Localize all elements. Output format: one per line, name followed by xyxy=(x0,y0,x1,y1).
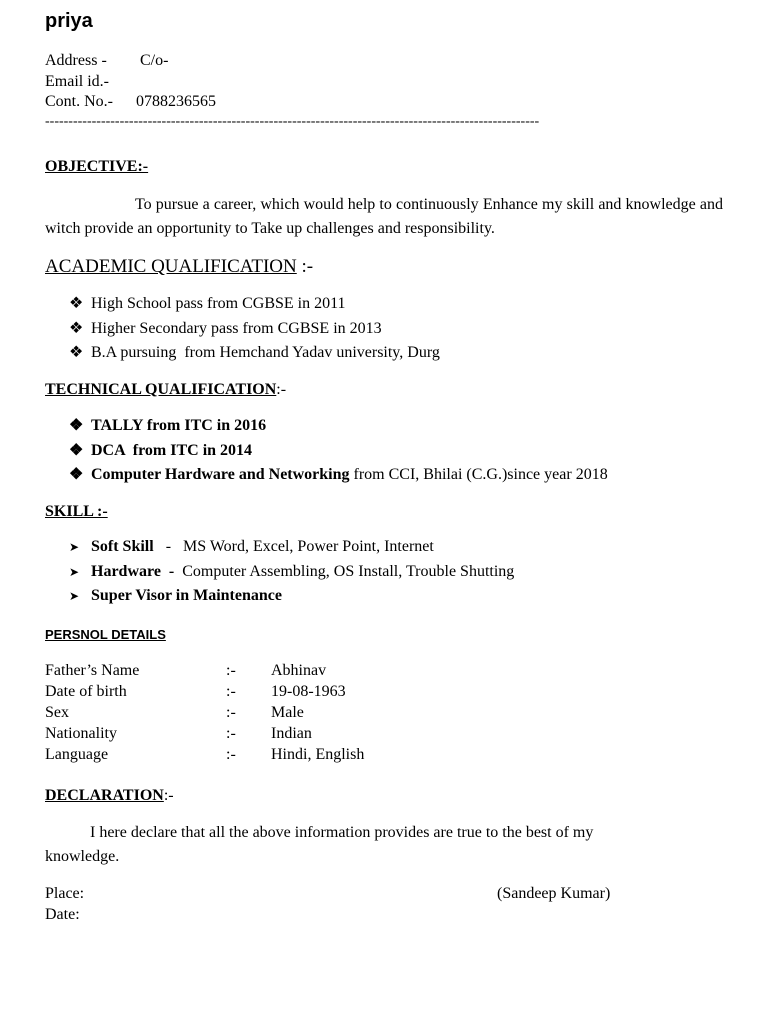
declaration-text: I here declare that all the above information provides are true to the best of my knowledge. xyxy=(45,824,594,865)
address-value: C/o- xyxy=(140,52,169,69)
list-item xyxy=(45,535,514,560)
list-item xyxy=(45,341,440,366)
technical-heading-suffix: :- xyxy=(276,381,287,398)
skill-item-1-sep: - xyxy=(153,538,184,555)
objective-text: To pursue a career, which would help to continuously Enhance my skill and knowledge and witch provide an opportunity to Take up challenges and responsibility. xyxy=(45,196,723,237)
language-value: Hindi, English xyxy=(271,746,365,763)
academic-item-2: Higher Secondary pass from CGBSE in 2013 xyxy=(91,319,382,337)
academic-heading-text: ACADEMIC QUALIFICATION xyxy=(45,256,297,277)
language-label: Language xyxy=(45,746,109,763)
list-item xyxy=(45,584,514,609)
academic-heading xyxy=(45,257,313,276)
declaration-heading xyxy=(45,788,174,804)
academic-list xyxy=(45,292,440,366)
colon: :- xyxy=(226,704,236,721)
diamond-bullet-icon: ❖ xyxy=(69,344,84,361)
contact-label: Cont. No.- xyxy=(45,93,113,110)
colon: :- xyxy=(226,746,236,763)
colon: :- xyxy=(226,662,236,679)
colon: :- xyxy=(226,683,236,700)
academic-item-1: High School pass from CGBSE in 2011 xyxy=(91,295,346,312)
list-item xyxy=(45,463,608,488)
address-label: Address - xyxy=(45,52,107,69)
list-item xyxy=(45,560,514,585)
list-item xyxy=(45,439,608,464)
skill-item-3-label: Super Visor in Maintenance xyxy=(91,587,282,604)
arrow-bullet-icon: ➤ xyxy=(69,589,80,603)
nationality-value: Indian xyxy=(271,725,312,742)
diamond-bullet-icon: ❖ xyxy=(69,466,84,483)
candidate-name: priya xyxy=(45,10,93,32)
skill-item-1-value: MS Word, Excel, Power Point, Internet xyxy=(183,538,434,555)
skill-list xyxy=(45,535,514,609)
skill-item-2-label: Hardware - xyxy=(91,562,175,580)
technical-item-3-rest: from CCI, Bhilai (C.G.)since year 2018 xyxy=(349,466,608,483)
diamond-bullet-icon: ❖ xyxy=(69,319,84,337)
nationality-label: Nationality xyxy=(45,725,117,742)
technical-item-3-bold: Computer Hardware and Networking xyxy=(91,466,350,483)
objective-heading: OBJECTIVE:- xyxy=(45,158,149,175)
email-label: Email id.- xyxy=(45,73,109,90)
dob-value: 19-08-1963 xyxy=(271,683,346,700)
place-label: Place: xyxy=(45,885,85,902)
list-item xyxy=(45,292,440,317)
academic-item-3: B.A pursuing from Hemchand Yadav university, Durg xyxy=(91,344,440,361)
technical-item-2: DCA from ITC in 2014 xyxy=(91,441,253,459)
academic-heading-suffix: :- xyxy=(296,256,314,277)
contact-value: 0788236565 xyxy=(136,93,216,110)
header-divider: ---------------------------------------------------------------------------------------------------------- xyxy=(45,114,540,129)
skill-heading: SKILL :- xyxy=(45,503,108,520)
arrow-bullet-icon: ➤ xyxy=(69,564,80,579)
technical-heading-text: TECHNICAL QUALIFICATION xyxy=(45,381,277,398)
arrow-bullet-icon: ➤ xyxy=(69,540,80,554)
list-item xyxy=(45,414,608,439)
diamond-bullet-icon: ❖ xyxy=(69,295,84,312)
technical-item-1: TALLY from ITC in 2016 xyxy=(91,417,267,434)
technical-list xyxy=(45,414,608,488)
technical-heading xyxy=(45,382,286,398)
declaration-heading-text: DECLARATION xyxy=(45,787,164,804)
list-item xyxy=(45,317,440,342)
colon: :- xyxy=(226,725,236,742)
personal-heading: PERSNOL DETAILS xyxy=(45,627,166,642)
sex-value: Male xyxy=(271,704,304,721)
declaration-heading-suffix: :- xyxy=(163,787,174,804)
dob-label: Date of birth xyxy=(45,683,127,700)
father-name-value: Abhinav xyxy=(271,662,327,679)
sex-label: Sex xyxy=(45,704,69,721)
diamond-bullet-icon: ❖ xyxy=(69,417,84,434)
diamond-bullet-icon: ❖ xyxy=(69,441,84,459)
skill-item-2-value: Computer Assembling, OS Install, Trouble Shutting xyxy=(182,562,515,580)
date-label: Date: xyxy=(45,906,80,923)
signature: (Sandeep Kumar) xyxy=(497,885,611,902)
skill-item-1-label: Soft Skill xyxy=(91,538,154,555)
father-name-label: Father’s Name xyxy=(45,662,140,679)
